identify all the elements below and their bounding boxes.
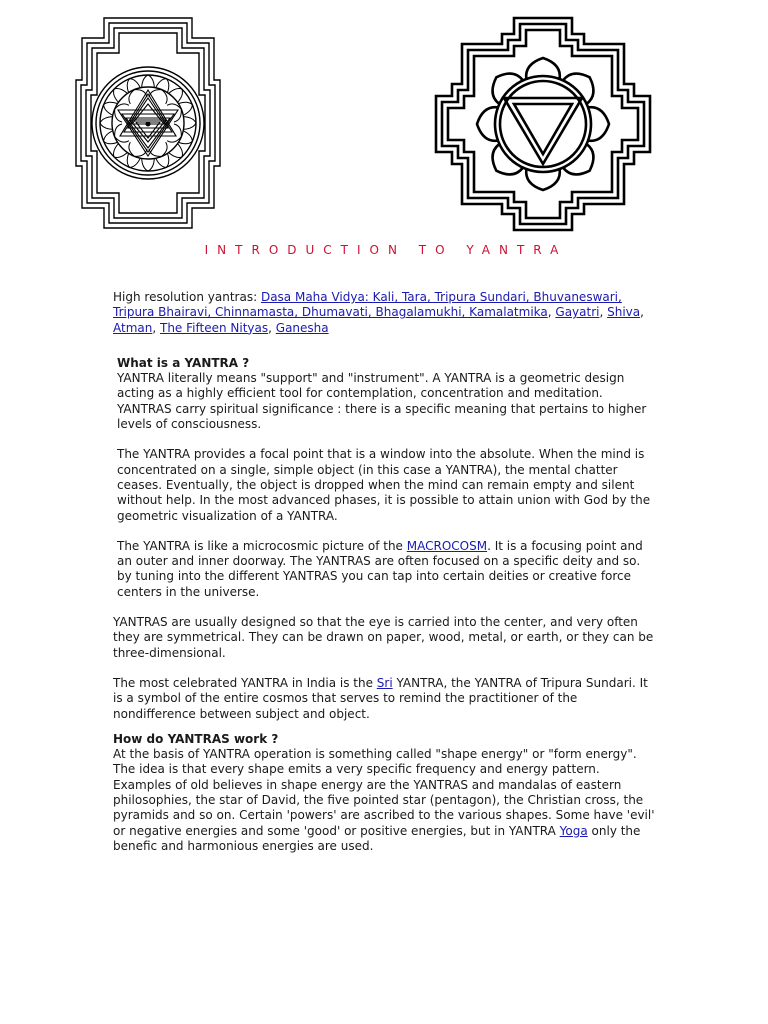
paragraph: YANTRA literally means "support" and "instrument". A YANTRA is a geometric design acting as a highly efficient tool for contemplation, concentration and meditation. YANTRAS carry spiritual significance : there is a specific meaning that pertains to higher levels of consciousness. — [117, 371, 647, 432]
link-gayatri[interactable]: Gayatri — [555, 305, 600, 320]
section-heading-how-yantras-work: How do YANTRAS work ? — [113, 731, 279, 746]
paragraph: YANTRAS are usually designed so that the eye is carried into the center, and very often they are symmetrical. They can be drawn on paper, wood, metal, or earth, or they can be three-dimensional. — [113, 615, 654, 660]
article-content — [113, 290, 658, 854]
section-heading-what-is-yantra: What is a YANTRA ? — [117, 355, 250, 370]
link-yoga[interactable]: Yoga — [559, 823, 588, 838]
paragraph: The YANTRA provides a focal point that is a window into the absolute. When the mind is concentrated on a single, simple object (in this case a YANTRA), the mental chatter ceases. Eventually, the object is dropped when the mind can remain empty and silent without help. In the most advanced phases, it is possible to attain union with God by the geometric visualization of a YANTRA. — [117, 447, 651, 523]
paragraph-text: . It is a focusing point and an outer and inner doorway. The YANTRAS are often focused on a specific deity and so. by tuning into the different YANTRAS you can tap into certain deities or creative force centers in the universe. — [117, 538, 643, 599]
paragraph — [113, 747, 658, 854]
paragraph — [113, 676, 658, 722]
link-separator: , — [599, 305, 608, 320]
sri-yantra-image — [74, 14, 222, 232]
link-separator: , — [268, 320, 276, 335]
link-sri[interactable]: Sri — [376, 675, 393, 690]
link-ganesha[interactable]: Ganesha — [275, 320, 329, 335]
paragraph-text: At the basis of YANTRA operation is something called "shape energy" or "form energy". The idea is that every shape emits a very specific frequency and energy pattern. Examples of old believes in shape energy are the YANTRAS and mandalas of eastern philosophies, the star of David, the five pointed star (pentagon), the Christian cross, the pyramids and so on. Certain 'powers' are ascribed to the various shapes. Some have 'evil' or negative energies and some 'good' or positive energies, but in YANTRA — [113, 747, 655, 838]
link-separator: , — [640, 305, 644, 320]
kali-yantra-image — [432, 14, 654, 234]
links-intro: High resolution yantras: — [113, 290, 261, 304]
link-dasa-maha-vidya[interactable]: Dasa Maha Vidya: Kali, Tara, Tripura Sundari, Bhuvaneswari, Tripura Bhairavi, Chinnamasta, Dhumavati, Bhagalamukhi, Kamalatmika — [113, 290, 622, 320]
paragraph-text: The YANTRA is like a microcosmic picture of the — [117, 538, 407, 553]
link-separator: , — [152, 320, 160, 335]
page-title: INTRODUCTION TO YANTRA — [204, 243, 568, 257]
link-macrocosm[interactable]: MACROCOSM — [406, 538, 488, 553]
link-shiva[interactable]: Shiva — [607, 305, 641, 320]
link-atman[interactable]: Atman — [113, 320, 153, 335]
paragraph-text: only the benefic and harmonious energies are used. — [113, 823, 641, 853]
paragraph — [113, 539, 658, 600]
link-fifteen-nityas[interactable]: The Fifteen Nityas — [160, 320, 269, 335]
paragraph-text: YANTRA, the YANTRA of Tripura Sundari. It is a symbol of the entire cosmos that serves to remind the practitioner of the nondifference between subject and object. — [113, 675, 648, 721]
yantra-links — [113, 290, 658, 336]
paragraph-text: The most celebrated YANTRA in India is the — [113, 675, 377, 690]
link-separator: , — [547, 305, 556, 320]
